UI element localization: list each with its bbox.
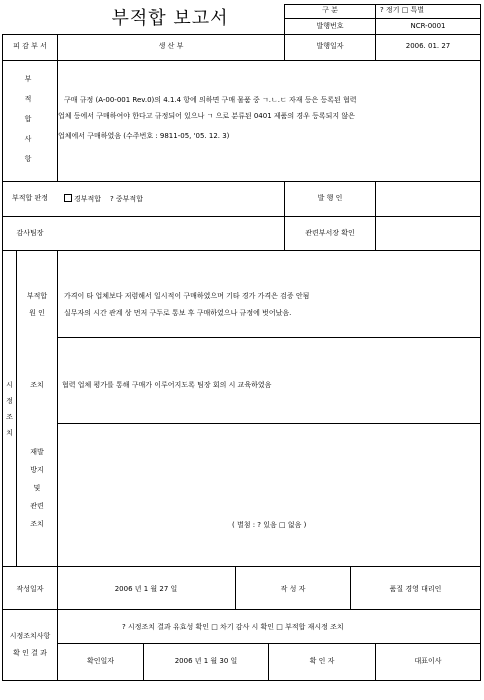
prevention-label-line: 조치: [30, 520, 44, 528]
nonconformity-label-char: 사: [24, 135, 32, 143]
prevention-label-line: 방지: [30, 466, 44, 474]
audited-dept-label: 피 감 부 서: [13, 42, 47, 50]
major-nonconformity-option[interactable]: ? 중부적합: [109, 195, 143, 203]
nonconformity-label-char: 부: [24, 75, 32, 83]
issuer-label: 발 행 인: [317, 194, 343, 202]
corrective-side-label: [3, 378, 16, 442]
audit-leader-field[interactable]: [58, 217, 284, 250]
cause-label: 원 인: [29, 309, 45, 317]
judgment-options: [64, 194, 143, 204]
attachment-option[interactable]: ( 별첨 : ? 있음 □ 없음 ): [232, 521, 307, 529]
related-dept-confirm-label: 관련부서장 확인: [305, 229, 355, 237]
issuer-signature-field[interactable]: [376, 182, 480, 216]
prevention-label-line: 관련: [30, 502, 44, 510]
issue-number-label: 발행번호: [316, 22, 344, 30]
prevention-label-line: 재발: [30, 448, 44, 456]
confirm-result-label: 확 인 결 과: [13, 649, 47, 657]
corrective-side-char: 조: [6, 413, 13, 421]
writer-value: 품질 경영 대리인: [389, 585, 442, 593]
nonconformity-label: [22, 72, 36, 172]
action-text: 협력 업체 평가를 통해 구매가 이루어지도록 팀장 회의 시 교육하였음: [62, 381, 272, 389]
audit-leader-label: 감사팀장: [16, 229, 44, 237]
corrective-side-char: 정: [6, 397, 13, 405]
judgment-label: 부적합 판정: [11, 194, 49, 202]
written-date-label: 작성일자: [16, 585, 44, 593]
cause-line: 실무자의 시간 관계 상 먼저 구두로 통보 후 구매하였으나 규정에 벗어났음.: [64, 309, 292, 317]
nonconformity-line: 구매 규정 (A-00-001 Rev.0)의 4.1.4 항에 의하면 구매 물품 중 ㄱ.ㄴ.ㄷ 자재 등은 등록된 협력: [64, 96, 357, 104]
confirmer-label: 확 인 자: [309, 657, 335, 665]
issue-date-value: 2006. 01. 27: [405, 42, 451, 50]
nonconformity-line: 업체 등에서 구매하여야 한다고 규정되어 있으나 ㄱ 으로 분류된 0401 제품의 경우 등록되지 않은: [58, 112, 355, 120]
document-title: 부적합 보고서: [111, 8, 229, 29]
nonconformity-label-char: 항: [24, 155, 32, 163]
nonconformity-label-char: 합: [24, 115, 32, 123]
corrective-side-char: 시: [6, 381, 13, 389]
confirm-options[interactable]: ? 시정조치 결과 유효성 확인 □ 차기 감사 시 확인 □ 부적합 재시정 조치: [122, 623, 344, 631]
writer-label: 작 성 자: [280, 585, 306, 593]
nonconformity-line: 업체에서 구매하였음 (수주번호 : 9811-05, '05. 12. 3): [58, 132, 230, 140]
nonconformity-label-char: 적: [24, 95, 32, 103]
confirm-date-value: 2006 년 1 월 30 일: [174, 657, 238, 665]
minor-nonconformity-label: 경부적합: [74, 195, 102, 203]
confirm-date-label: 확인일자: [86, 657, 115, 665]
prevention-label-line: 및: [33, 484, 41, 492]
related-dept-confirm-field[interactable]: [376, 217, 480, 250]
corrective-side-char: 치: [6, 429, 13, 437]
issue-date-label: 발행일자: [316, 42, 344, 50]
written-date-value: 2006 년 1 월 27 일: [114, 585, 178, 593]
issue-number-value: NCR-0001: [410, 22, 446, 30]
category-value: ? 정기 □ 특별: [380, 6, 425, 14]
audited-dept-value: 생 산 부: [158, 42, 184, 50]
confirm-result-label: 시정조치사항: [9, 632, 51, 640]
prevention-label: [17, 448, 57, 538]
cause-label: 부적합: [26, 292, 48, 300]
confirmer-value: 대표이사: [414, 657, 442, 665]
category-label: 구 분: [322, 6, 338, 14]
minor-nonconformity-checkbox[interactable]: [64, 194, 72, 202]
action-label: 조치: [30, 381, 44, 389]
cause-line: 가격이 타 업체보다 저렴해서 일시적이 구매하였으며 기타 경가 가격은 검증 안됨: [64, 292, 310, 300]
